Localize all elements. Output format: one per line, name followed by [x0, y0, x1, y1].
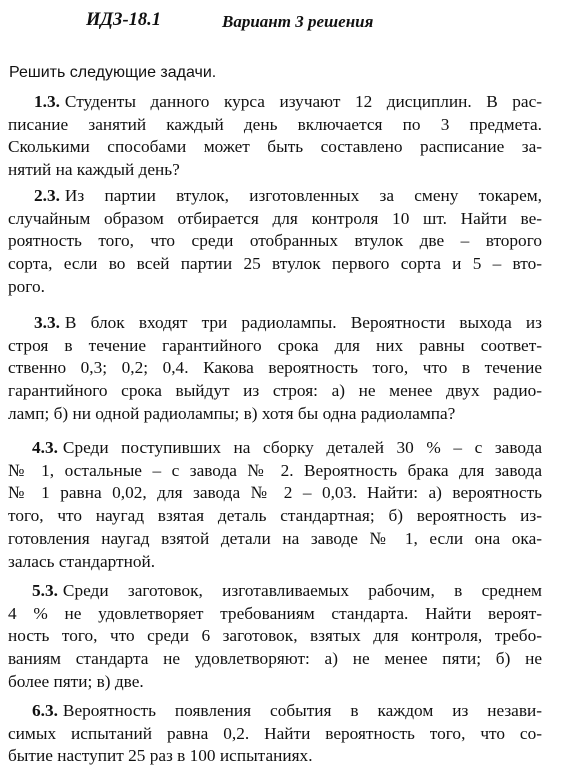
problem-line [8, 603, 542, 626]
problem-1 [8, 91, 542, 182]
problem-line [8, 403, 542, 426]
problem-line [8, 136, 542, 159]
problem-text: ственно 0,3; 0,2; 0,4. Какова вероятность того, что в течение [8, 358, 542, 378]
problem-text: 4 % не удовлетворяет требованиям стандарта. Найти вероят- [8, 603, 542, 623]
problem-text: роятность того, что среди отобранных втулок две – второго [8, 231, 542, 251]
problem-line [8, 208, 542, 231]
problem-text: более пяти; в) две. [8, 671, 144, 691]
problem-text: Из партии втулок, изготовленных за смену токарем, [64, 186, 542, 205]
problem-text: ность того, что среди 6 заготовок, взятых для контроля, требо- [8, 626, 542, 646]
problem-line [8, 230, 542, 253]
problem-line [8, 745, 542, 768]
problem-text: строя в течение гарантийного срока для них равны соответ- [8, 335, 542, 355]
problem-line [8, 700, 542, 723]
problem-line [8, 159, 542, 182]
problem-number: 5.3. [32, 581, 58, 600]
problem-line [8, 380, 542, 403]
problem-line [8, 460, 542, 483]
problem-text: симых испытаний равна 0,2. Найти вероятность того, что со- [8, 723, 542, 743]
problem-text: № 1, остальные – с завода № 2. Вероятность брака для завода [8, 460, 542, 480]
problem-number: 2.3. [34, 186, 60, 205]
problem-text: рого. [8, 276, 45, 296]
problem-line [8, 580, 542, 603]
problem-text: Среди поступивших на сборку деталей 30 % – с завода [62, 438, 542, 457]
problem-line [8, 357, 542, 380]
problem-text: того, что наугад взятая деталь стандартная; б) вероятность из- [8, 506, 542, 526]
problem-line [8, 528, 542, 551]
problem-line [8, 437, 542, 460]
problem-number: 3.3. [34, 313, 60, 332]
problem-text: ваниям стандарта не удовлетворяют: а) не менее пяти; б) не [8, 649, 542, 669]
problem-line [8, 91, 542, 114]
problem-text: писание занятий каждый день включается по 3 предмета. [8, 114, 542, 134]
problem-4 [8, 437, 542, 573]
problem-text: случайным образом отбирается для контроля 10 шт. Найти ве- [8, 208, 542, 228]
problem-line [8, 505, 542, 528]
problem-text: Студенты данного курса изучают 12 дисциплин. В рас- [64, 92, 542, 111]
problem-text: залась стандартной. [8, 551, 156, 571]
problem-text: сорта, если во всей партии 25 втулок первого сорта и 5 – вто- [8, 254, 542, 274]
problem-line [8, 648, 542, 671]
problem-line [8, 114, 542, 137]
problem-text: Среди заготовок, изготавливаемых рабочим, в среднем [62, 581, 542, 600]
problem-3 [8, 312, 542, 426]
problem-line [8, 671, 542, 694]
problem-line [8, 335, 542, 358]
problem-number: 1.3. [34, 92, 60, 111]
problem-text: Сколькими способами может быть составлено расписание за- [8, 137, 542, 157]
problem-line [8, 625, 542, 648]
problem-line [8, 185, 542, 208]
problem-line [8, 312, 542, 335]
document-id: ИДЗ-18.1 [86, 10, 161, 30]
problem-5 [8, 580, 542, 694]
problem-number: 6.3. [32, 701, 58, 720]
problem-number: 4.3. [32, 438, 58, 457]
problem-2 [8, 185, 542, 299]
problem-6 [8, 700, 542, 768]
problem-text: готовления наугад взятой детали на заводе № 1, если она ока- [8, 528, 542, 548]
problem-text: ламп; б) ни одной радиолампы; в) хотя бы одна радиолампа? [8, 403, 456, 423]
problem-text: Вероятность появления события в каждом из незави- [62, 701, 542, 720]
problem-text: В блок входят три радиолампы. Вероятности выхода из [64, 313, 542, 332]
problem-line [8, 276, 542, 299]
page-header [0, 6, 578, 36]
problem-text: бытие наступит 25 раз в 100 испытаниях. [8, 746, 313, 766]
problem-line [8, 482, 542, 505]
variant-title: Вариант 3 решения [222, 12, 374, 31]
problem-text: гарантийного срока выйдут из строя: а) не менее двух радио- [8, 381, 542, 401]
problem-text: № 1 равна 0,02, для завода № 2 – 0,03. Найти: а) вероятность [8, 483, 542, 503]
problem-line [8, 723, 542, 746]
intro-text: Решить следующие задачи. [9, 64, 217, 81]
problem-text: нятий на каждый день? [8, 160, 180, 180]
problem-line [8, 551, 542, 574]
problem-line [8, 253, 542, 276]
